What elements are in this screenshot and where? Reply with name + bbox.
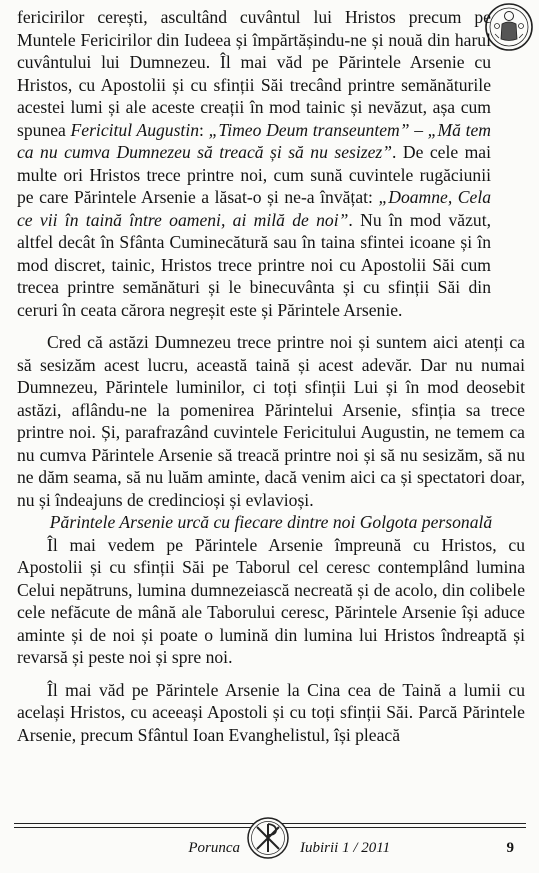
footer-title-left: Porunca	[188, 840, 240, 856]
footer-title-right: Iubirii 1 / 2011	[300, 840, 391, 856]
section-heading: Părintele Arsenie urcă cu fiecare dintre noi Golgota personală	[49, 512, 493, 532]
main-text	[17, 6, 525, 746]
latin-quote: „Timeo Deum transeuntem” – „Mă tem ca nu cumva Dumnezeu să treacă și să nu sesizez”	[17, 119, 491, 162]
page-number: 9	[506, 840, 514, 856]
prayer-quote: „Doamne, Cela ce vii în taină între oameni, ai milă de noi”	[17, 187, 492, 230]
paragraph-4: Îl mai văd pe Părintele Arsenie la Cina cea de Taină a lumii cu același Hristos, cu aceeași Apostoli și cu toți sfinții Săi. Parcă Părintele Arsenie, precum Sfântul Ioan Evanghelistul, își pleacă	[17, 679, 525, 745]
page-footer	[14, 830, 526, 866]
paragraph-3: Îl mai vedem pe Părintele Arsenie împreună cu Hristos, cu Apostolii și cu sfinții Săi pe Taborul cel ceresc contemplând lumina Celui nepătruns, lumina dumnezeiască necreată și de acolo, din colibele cele nefăcute de mână ale Taborului ceresc, Părintele Arsenie își aduce aminte și de noi și poate o lumină din lumina lui Hristos îndreaptă și revarsă și peste noi și spre noi.	[17, 534, 525, 667]
author-name: Fericitul Augustin	[70, 119, 200, 140]
chi-rho-icon	[246, 816, 290, 860]
paragraph-1: fericirilor cerești, ascultând cuvântul lui Hristos precum pe Muntele Fericirilor din Iudeea și împărtășindu-ne și nouă din harul cuvântului lui Dumnezeu. Îl mai văd pe Părintele Arsenie cu Hristos, cu Apostolii și cu sfinții Săi trecând printre semănăturile acestei lumi și ale aceste creații în mod tainic și nevăzut, așa cum spunea Fericitul Augustin: „Timeo Deum transeuntem” – „Mă tem ca nu cumva Dumnezeu să treacă și să nu sesizez”. De cele mai multe ori Hristos trece printre noi, cum sună cuvintele rugăciunii pe care Părintele Arsenie a lăsat-o și ne-a învățat: „Doamne, Cela ce vii în taină între oameni, ai milă de noi”. Nu în mod văzut, altfel decât în Sfânta Cuminecătură sau în taina sfintei icoane și în mod discret, tainic, Hristos trece printre noi cu Apostolii Săi cum trecea printre semănături și le binecuvânta și cu sfinții Săi din ceruri în ceata cărora negreșit este și Părintele Arsenie.	[17, 7, 492, 320]
paragraph-2: Cred că astăzi Dumnezeu trece printre noi și suntem aici atenți ca să sesizăm acest lucru, această taină și acest adevăr. Dar nu numai Dumnezeu, Părintele luminilor, ci toți sfinții Lui și în mod deosebit astăzi, aflându-ne la pomenirea Părintelui Arsenie, sfinția sa trece printre noi. Și, parafrazând cuvintele Fericitului Augustin, ne temem ca nu cumva Părintele Arsenie să treacă printre noi și să nu sesizăm, să nu ne dăm seama, să nu luăm aminte, dacă venim aici ca și spectatori doar, nu și îndeajuns de credincioși și evlavioși.	[17, 332, 525, 510]
